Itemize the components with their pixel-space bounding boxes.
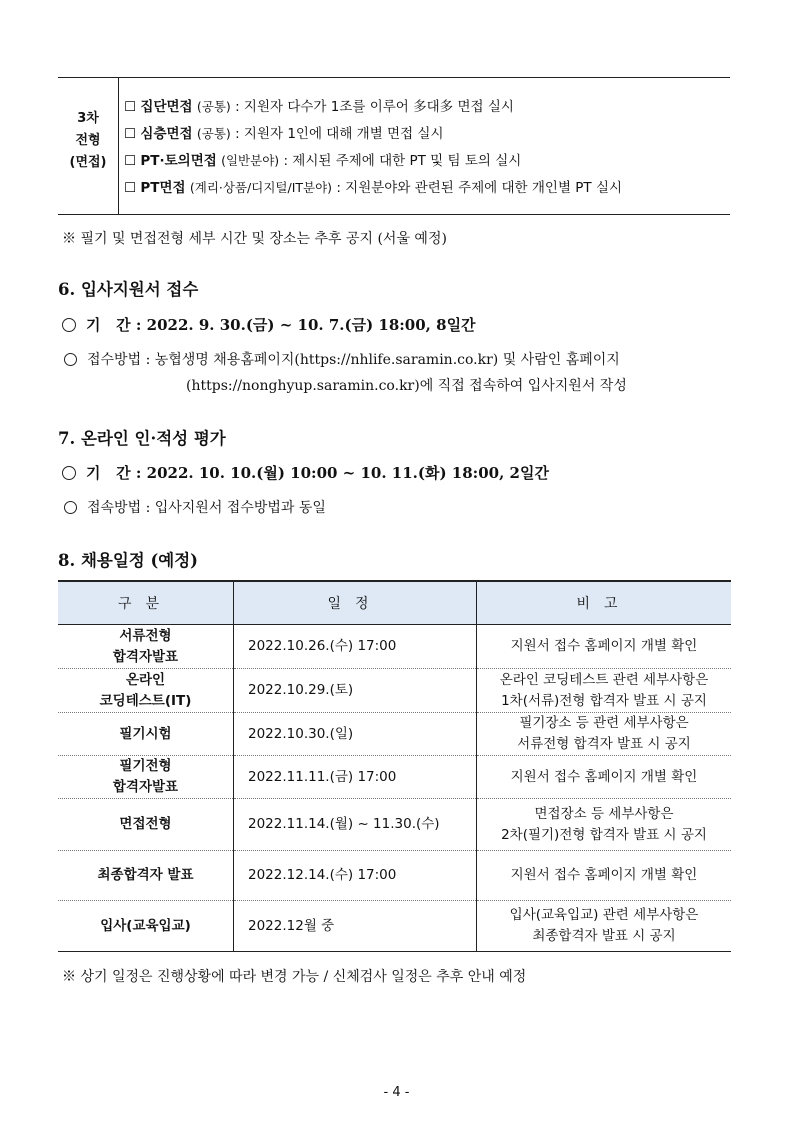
circle-bullet-icon bbox=[62, 318, 76, 332]
cell-line: 코딩테스트(IT) bbox=[99, 692, 192, 709]
checkbox-icon: ☐ bbox=[124, 126, 137, 142]
interview-row bbox=[124, 95, 514, 115]
method-line bbox=[64, 349, 620, 369]
table-row bbox=[58, 713, 731, 756]
cell-line: 지원서 접수 홈페이지 개별 확인 bbox=[510, 638, 698, 654]
row-date: 2022.10.29.(토) bbox=[234, 669, 477, 713]
interview-type: (공통) bbox=[196, 126, 231, 141]
row-category bbox=[58, 713, 234, 756]
table-row bbox=[58, 851, 731, 901]
interview-name: PT·토의면접 bbox=[140, 153, 217, 169]
row-note bbox=[477, 901, 732, 952]
interview-type: (계리·상품/디지털/IT분야) bbox=[189, 180, 333, 195]
period-line bbox=[62, 314, 476, 335]
row-note bbox=[477, 851, 732, 901]
interview-name: PT면접 bbox=[140, 180, 186, 196]
method-value-cont: (https://nonghyup.saramin.co.kr)에 직접 접속하여 입사지원서 작성 bbox=[186, 378, 627, 394]
row-date: 2022.10.26.(수) 17:00 bbox=[234, 625, 477, 669]
interview-row bbox=[124, 122, 444, 142]
row-category bbox=[58, 799, 234, 851]
interview-name: 심층면접 bbox=[140, 126, 193, 142]
table-row bbox=[58, 799, 731, 851]
circle-bullet-icon bbox=[64, 353, 77, 366]
interview-desc: : 지원자 1인에 대해 개별 면접 실시 bbox=[230, 126, 444, 142]
cell-line: 온라인 코딩테스트 관련 세부사항은 bbox=[499, 671, 709, 688]
cell-line: 합격자발표 bbox=[112, 779, 179, 795]
circle-bullet-icon bbox=[64, 501, 77, 514]
cell-line: 1차(서류)전형 합격자 발표 시 공지 bbox=[501, 692, 707, 709]
row-date: 2022.10.30.(일) bbox=[234, 713, 477, 756]
header-note: 비고 bbox=[477, 581, 732, 625]
table-header-row bbox=[58, 581, 731, 625]
period-line bbox=[62, 462, 549, 483]
cell-line: 입사(교육입교) 관련 세부사항은 bbox=[509, 907, 699, 923]
stage-label-line: (면접) bbox=[69, 155, 107, 170]
table-row bbox=[58, 756, 731, 799]
section-title: 7. 온라인 인·적성 평가 bbox=[58, 429, 226, 448]
stage-label-line: 3차 bbox=[77, 111, 99, 126]
interview-note: ※ 필기 및 면접전형 세부 시간 및 장소는 추후 공지 (서울 예정) bbox=[62, 231, 447, 247]
cell-line: 입사(교육입교) bbox=[100, 917, 191, 934]
checkbox-icon: ☐ bbox=[124, 153, 137, 169]
method-value: : 농협생명 채용홈페이지(https://nhlife.saramin.co.kr) 및 사람인 홈페이지 bbox=[145, 352, 620, 368]
interview-table bbox=[58, 77, 730, 215]
interview-row bbox=[124, 149, 521, 169]
cell-line: 합격자발표 bbox=[112, 648, 179, 665]
period-label: 기 간 bbox=[86, 464, 131, 482]
section-title: 8. 채용일정 (예정) bbox=[58, 551, 198, 570]
method-label: 접수방법 bbox=[87, 352, 142, 368]
cell-line: 온라인 bbox=[125, 671, 166, 688]
schedule-table bbox=[58, 580, 731, 952]
row-note bbox=[477, 799, 732, 851]
cell-line: 2차(필기)전형 합격자 발표 시 공지 bbox=[501, 826, 707, 843]
checkbox-icon: ☐ bbox=[124, 99, 137, 115]
interview-desc: : 지원자 다수가 1조를 이루어 多대多 면접 실시 bbox=[230, 99, 514, 115]
cell-line: 최종합격자 발표 시 공지 bbox=[532, 928, 676, 944]
cell-line: 면접전형 bbox=[119, 816, 172, 832]
cell-line: 필기장소 등 관련 세부사항은 bbox=[519, 715, 689, 731]
row-note bbox=[477, 625, 732, 669]
interview-desc: : 제시된 주제에 대한 PT 및 팀 토의 실시 bbox=[279, 153, 522, 169]
method-label: 접속방법 bbox=[87, 500, 142, 516]
cell-line: 서류전형 bbox=[119, 627, 172, 644]
cell-line: 필기시험 bbox=[119, 725, 172, 742]
table-row bbox=[58, 625, 731, 669]
page-number: - 4 - bbox=[383, 1085, 410, 1100]
interview-type: (일반분야) bbox=[221, 153, 280, 168]
row-note bbox=[477, 713, 732, 756]
row-date: 2022.11.11.(금) 17:00 bbox=[234, 756, 477, 799]
cell-line: 필기전형 bbox=[119, 758, 172, 774]
method-line bbox=[64, 497, 326, 517]
table-row bbox=[58, 669, 731, 713]
cell-line: 서류전형 합격자 발표 시 공지 bbox=[517, 736, 691, 752]
row-category bbox=[58, 625, 234, 669]
table-divider bbox=[118, 78, 119, 214]
cell-line: 지원서 접수 홈페이지 개별 확인 bbox=[510, 867, 698, 883]
stage-label-line: 전형 bbox=[75, 133, 101, 148]
row-category bbox=[58, 756, 234, 799]
row-date: 2022.12.14.(수) 17:00 bbox=[234, 851, 477, 901]
schedule-note: ※ 상기 일정은 진행상황에 따라 변경 가능 / 신체검사 일정은 추후 안내 예정 bbox=[62, 969, 527, 985]
row-note bbox=[477, 756, 732, 799]
checkbox-icon: ☐ bbox=[124, 180, 137, 196]
row-category bbox=[58, 851, 234, 901]
period-value: : 2022. 10. 10.(월) 10:00 ~ 10. 11.(화) 18:00, 2일간 bbox=[135, 464, 549, 482]
header-date: 일정 bbox=[234, 581, 477, 625]
period-value: : 2022. 9. 30.(금) ~ 10. 7.(금) 18:00, 8일간 bbox=[135, 316, 476, 334]
interview-type: (공통) bbox=[196, 99, 231, 114]
row-note bbox=[477, 669, 732, 713]
circle-bullet-icon bbox=[62, 466, 76, 480]
method-value: : 입사지원서 접수방법과 동일 bbox=[145, 500, 326, 516]
row-category bbox=[58, 669, 234, 713]
row-date: 2022.11.14.(월) ~ 11.30.(수) bbox=[234, 799, 477, 851]
interview-name: 집단면접 bbox=[140, 99, 193, 115]
table-row bbox=[58, 901, 731, 952]
cell-line: 면접장소 등 세부사항은 bbox=[534, 805, 674, 822]
header-category: 구분 bbox=[58, 581, 234, 625]
row-date: 2022.12월 중 bbox=[234, 901, 477, 952]
period-label: 기 간 bbox=[86, 316, 131, 334]
stage-label bbox=[58, 108, 118, 174]
cell-line: 최종합격자 발표 bbox=[97, 867, 194, 883]
cell-line: 지원서 접수 홈페이지 개별 확인 bbox=[510, 768, 698, 785]
section-title: 6. 입사지원서 접수 bbox=[58, 280, 199, 299]
interview-row bbox=[124, 176, 622, 196]
interview-desc: : 지원분야와 관련된 주제에 대한 개인별 PT 실시 bbox=[332, 180, 623, 196]
row-category bbox=[58, 901, 234, 952]
